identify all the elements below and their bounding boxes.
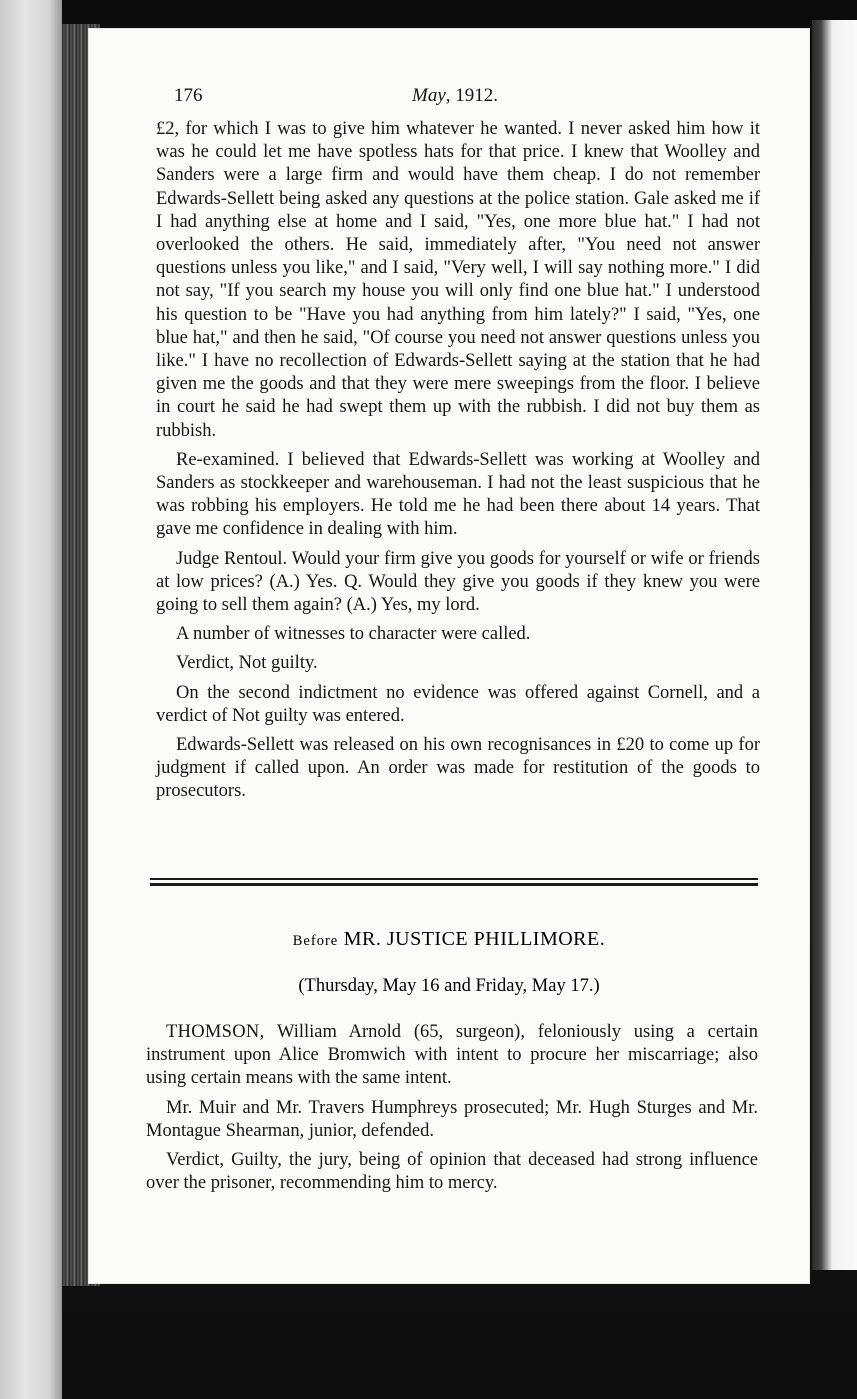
defendant-name: THOMSON,	[166, 1022, 265, 1042]
case-verdict-paragraph: Verdict, Guilty, the jury, being of opinion that deceased had strong influence over the prisoner, recommending him to mercy.	[146, 1150, 758, 1194]
divider-thick-rule	[150, 883, 758, 886]
judge-question-paragraph: Judge Rentoul. Would your firm give you goods for yourself or wife or friends at low prices? (A.) Yes. Q. Would they give you goods if they knew you were going to sell them again? (A.) Yes, my lord.	[156, 548, 760, 616]
court-heading	[88, 928, 810, 951]
facing-page-edge	[812, 20, 857, 1270]
section-divider	[150, 878, 758, 886]
case-entry	[146, 1021, 758, 1195]
scanner-left-margin	[0, 0, 62, 1399]
case-charge-paragraph	[146, 1021, 758, 1091]
case-counsel-paragraph: Mr. Muir and Mr. Travers Humphreys prosecuted; Mr. Hugh Sturges and Mr. Montague Shearman, junior, defended.	[146, 1097, 758, 1141]
re-examined-paragraph: Re-examined. I believed that Edwards-Sellett was working at Woolley and Sanders as stockkeeper and warehouseman. I had not the least suspicious that he was robbing his employers. He told me he had been there about 14 years. That gave me confidence in dealing with him.	[156, 449, 760, 540]
page-number: 176	[174, 85, 203, 106]
witnesses-paragraph: A number of witnesses to character were called.	[176, 624, 531, 645]
testimony-paragraph: £2, for which I was to give him whatever he wanted. I never asked him how it was he could let me have spotless hats for that price. I knew that Woolley and Sanders were a large firm and would have them cheap. I do not remember Edwards-Sellett being asked any questions at the police station. Gale asked me if I had anything else at home and I said, "Yes, one more blue hat." I had not overlooked the others. He said, immediately after, "You need not answer questions unless you like," and I said, "Very well, I will say nothing more." I did not say, "If you search my house you will only find one blue hat." I understood his question to be "Have you had anything from him lately?" I said, "Yes, one blue hat," and then he said, "Of course you need not answer questions unless you like." I have no recollection of Edwards-Sellett saying at the station that he had given me the goods and that they were mere sweepings from the floor. I believe in court he said he had swept them up with the rubbish. I did not buy them as rubbish.	[156, 119, 760, 441]
second-indictment-paragraph: On the second indictment no evidence was offered against Cornell, and a verdict of Not guilty was entered.	[156, 682, 760, 726]
running-head	[412, 84, 498, 107]
heading-before: Before	[292, 933, 339, 949]
running-head-year: , 1912.	[445, 85, 499, 106]
case-charge: William Arnold (65, surgeon), feloniously using a certain instrument upon Alice Bromwich with intent to procure her miscarriage; also using certain means with the same intent.	[146, 1022, 758, 1089]
page-body	[156, 84, 760, 804]
heading-judge: MR. JUSTICE PHILLIMORE.	[343, 928, 606, 950]
release-paragraph: Edwards-Sellett was released on his own recognisances in £20 to come up for judgment if called upon. An order was made for restitution of the goods to prosecutors.	[156, 735, 760, 802]
page-header	[156, 84, 760, 108]
divider-thin-rule	[150, 878, 758, 880]
sitting-dates: (Thursday, May 16 and Friday, May 17.)	[298, 976, 600, 996]
running-head-month: May	[412, 85, 446, 106]
book-page	[88, 28, 810, 1284]
verdict-paragraph: Verdict, Not guilty.	[176, 653, 318, 674]
